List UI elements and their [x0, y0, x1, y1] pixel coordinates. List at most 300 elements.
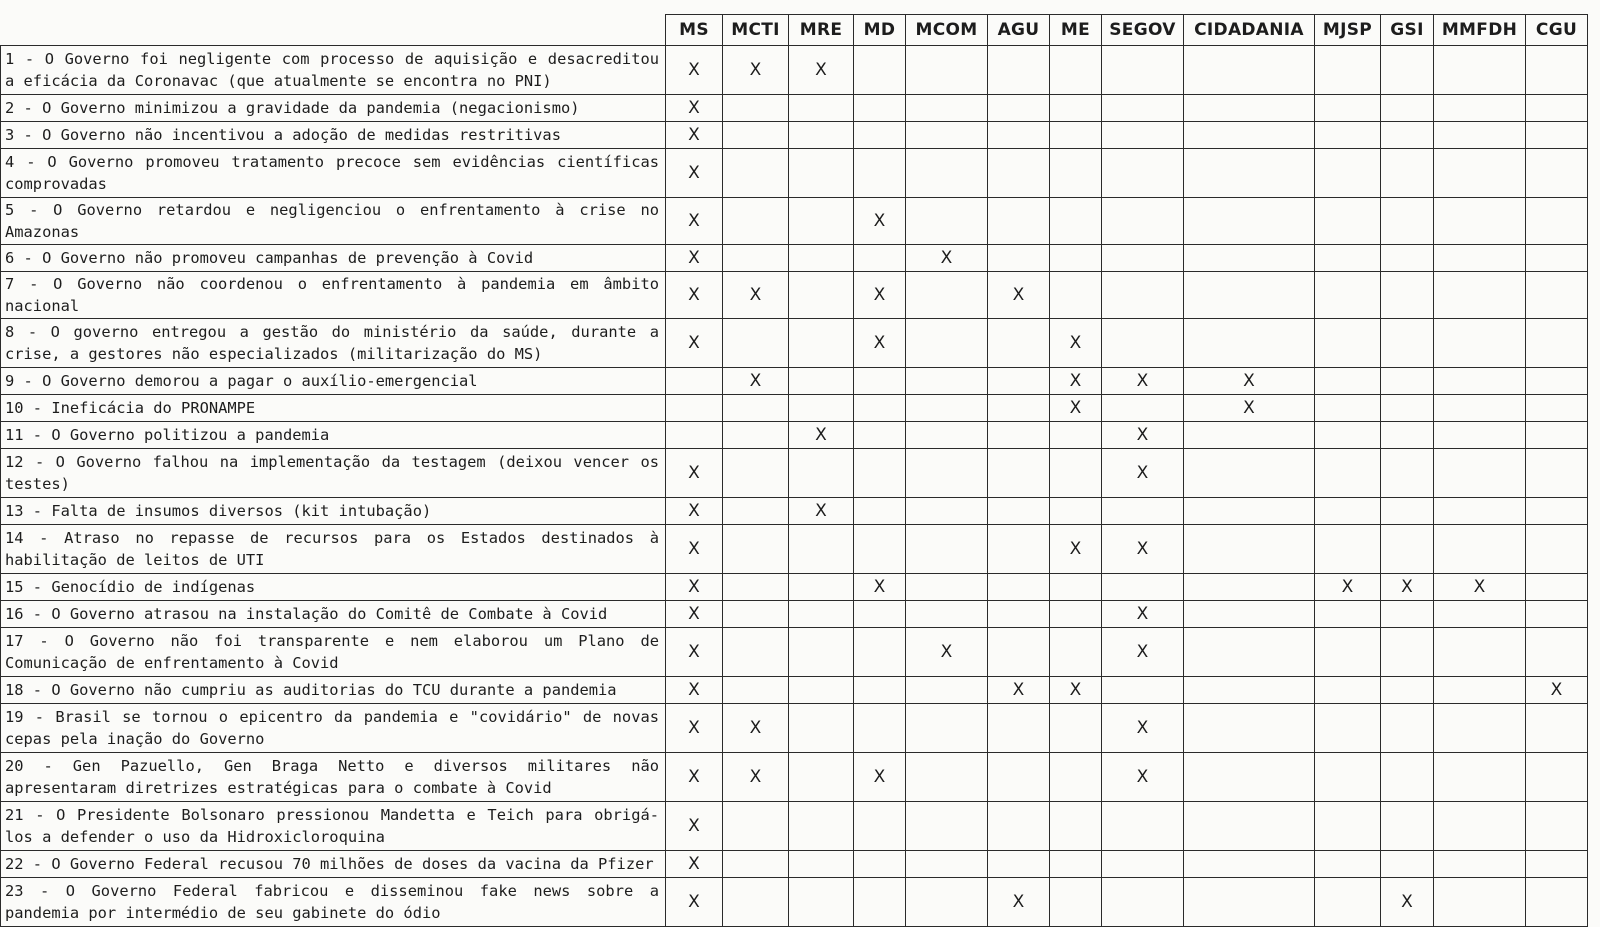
empty-cell	[988, 498, 1050, 525]
empty-cell	[854, 802, 906, 851]
empty-cell	[1102, 498, 1184, 525]
empty-cell	[1526, 601, 1588, 628]
empty-cell	[1381, 368, 1434, 395]
mark-cell-ms: X	[666, 245, 723, 272]
row-description: 17 - O Governo não foi transparente e nem elaborou um Plano de Comunicação de enfrentamento à Covid	[1, 628, 666, 677]
empty-cell	[1184, 601, 1315, 628]
empty-cell	[1434, 149, 1526, 198]
mark-cell-mcom: X	[906, 245, 988, 272]
row-description: 8 - O governo entregou a gestão do ministério da saúde, durante a crise, a gestores não especializados (militarização do MS)	[1, 319, 666, 368]
empty-cell	[988, 95, 1050, 122]
empty-cell	[1315, 122, 1381, 149]
mark-cell-mre: X	[789, 46, 854, 95]
mark-cell-ms: X	[666, 704, 723, 753]
empty-cell	[906, 449, 988, 498]
empty-cell	[1526, 395, 1588, 422]
mark-cell-segov: X	[1102, 368, 1184, 395]
empty-cell	[906, 802, 988, 851]
empty-cell	[1315, 601, 1381, 628]
empty-cell	[906, 198, 988, 245]
empty-cell	[1050, 272, 1102, 319]
empty-cell	[1050, 422, 1102, 449]
empty-cell	[906, 272, 988, 319]
empty-cell	[1434, 878, 1526, 927]
empty-cell	[1050, 498, 1102, 525]
empty-cell	[988, 46, 1050, 95]
row-description: 21 - O Presidente Bolsonaro pressionou Mandetta e Teich para obrigá-los a defender o uso da Hidroxicloroquina	[1, 802, 666, 851]
mark-cell-ms: X	[666, 574, 723, 601]
empty-cell	[906, 95, 988, 122]
empty-cell	[988, 245, 1050, 272]
empty-cell	[789, 198, 854, 245]
column-header-cgu: CGU	[1526, 15, 1588, 46]
table-row	[1, 878, 1588, 927]
empty-cell	[1102, 198, 1184, 245]
empty-cell	[789, 878, 854, 927]
empty-cell	[1050, 149, 1102, 198]
empty-cell	[1526, 704, 1588, 753]
empty-cell	[1184, 422, 1315, 449]
empty-cell	[1381, 677, 1434, 704]
empty-cell	[1050, 574, 1102, 601]
empty-cell	[906, 422, 988, 449]
table-row	[1, 628, 1588, 677]
empty-cell	[723, 198, 789, 245]
empty-cell	[1434, 449, 1526, 498]
empty-cell	[1184, 878, 1315, 927]
empty-cell	[1184, 272, 1315, 319]
empty-cell	[1526, 525, 1588, 574]
empty-cell	[1184, 677, 1315, 704]
empty-cell	[666, 422, 723, 449]
empty-cell	[906, 851, 988, 878]
mark-cell-segov: X	[1102, 422, 1184, 449]
empty-cell	[1526, 753, 1588, 802]
empty-cell	[1315, 319, 1381, 368]
empty-cell	[1434, 46, 1526, 95]
empty-cell	[1381, 46, 1434, 95]
column-header-ms: MS	[666, 15, 723, 46]
header-row	[1, 15, 1588, 46]
mark-cell-ms: X	[666, 601, 723, 628]
empty-cell	[988, 368, 1050, 395]
row-description: 1 - O Governo foi negligente com processo de aquisição e desacreditou a eficácia da Coronavac (que atualmente se encontra no PNI)	[1, 46, 666, 95]
empty-cell	[988, 449, 1050, 498]
empty-cell	[723, 628, 789, 677]
empty-cell	[1381, 498, 1434, 525]
empty-cell	[1526, 245, 1588, 272]
empty-cell	[906, 574, 988, 601]
empty-cell	[1526, 198, 1588, 245]
empty-cell	[789, 677, 854, 704]
empty-cell	[1381, 122, 1434, 149]
empty-cell	[723, 601, 789, 628]
column-header-agu: AGU	[988, 15, 1050, 46]
empty-cell	[723, 319, 789, 368]
empty-cell	[1434, 122, 1526, 149]
empty-cell	[1050, 122, 1102, 149]
row-description: 14 - Atraso no repasse de recursos para os Estados destinados à habilitação de leitos de UTI	[1, 525, 666, 574]
empty-cell	[988, 198, 1050, 245]
empty-cell	[1315, 95, 1381, 122]
empty-cell	[723, 498, 789, 525]
empty-cell	[789, 368, 854, 395]
mark-cell-segov: X	[1102, 525, 1184, 574]
table-body	[1, 46, 1588, 927]
empty-cell	[1526, 802, 1588, 851]
empty-cell	[1381, 704, 1434, 753]
column-header-mmfdh: MMFDH	[1434, 15, 1526, 46]
row-description: 6 - O Governo não promoveu campanhas de prevenção à Covid	[1, 245, 666, 272]
row-description: 11 - O Governo politizou a pandemia	[1, 422, 666, 449]
empty-cell	[1526, 574, 1588, 601]
empty-cell	[1526, 628, 1588, 677]
empty-cell	[1381, 245, 1434, 272]
empty-cell	[1381, 628, 1434, 677]
empty-cell	[988, 395, 1050, 422]
empty-cell	[1050, 449, 1102, 498]
mark-cell-segov: X	[1102, 628, 1184, 677]
empty-cell	[789, 601, 854, 628]
empty-cell	[1434, 851, 1526, 878]
responsibility-matrix-table	[0, 14, 1588, 927]
empty-cell	[1315, 498, 1381, 525]
empty-cell	[906, 677, 988, 704]
empty-cell	[723, 395, 789, 422]
empty-cell	[1315, 245, 1381, 272]
row-description: 5 - O Governo retardou e negligenciou o enfrentamento à crise no Amazonas	[1, 198, 666, 245]
column-header-mre: MRE	[789, 15, 854, 46]
empty-cell	[1381, 802, 1434, 851]
empty-cell	[1102, 677, 1184, 704]
empty-cell	[789, 319, 854, 368]
mark-cell-cgu: X	[1526, 677, 1588, 704]
empty-cell	[1526, 422, 1588, 449]
mark-cell-segov: X	[1102, 601, 1184, 628]
empty-cell	[988, 704, 1050, 753]
empty-cell	[789, 395, 854, 422]
empty-cell	[988, 525, 1050, 574]
empty-cell	[1434, 601, 1526, 628]
empty-cell	[789, 272, 854, 319]
empty-cell	[1102, 272, 1184, 319]
table-row	[1, 601, 1588, 628]
empty-cell	[789, 753, 854, 802]
table-row	[1, 422, 1588, 449]
empty-cell	[789, 525, 854, 574]
empty-cell	[988, 574, 1050, 601]
empty-cell	[1184, 851, 1315, 878]
table-row	[1, 677, 1588, 704]
empty-cell	[789, 449, 854, 498]
table-row	[1, 245, 1588, 272]
empty-cell	[1381, 601, 1434, 628]
mark-cell-mcti: X	[723, 272, 789, 319]
empty-cell	[1050, 753, 1102, 802]
empty-cell	[1434, 677, 1526, 704]
empty-cell	[1184, 149, 1315, 198]
empty-cell	[1184, 574, 1315, 601]
empty-cell	[1184, 449, 1315, 498]
empty-cell	[1050, 95, 1102, 122]
mark-cell-ms: X	[666, 878, 723, 927]
row-description: 9 - O Governo demorou a pagar o auxílio-emergencial	[1, 368, 666, 395]
empty-cell	[1434, 319, 1526, 368]
table-row	[1, 198, 1588, 245]
empty-cell	[1102, 574, 1184, 601]
empty-cell	[1381, 95, 1434, 122]
empty-cell	[988, 319, 1050, 368]
mark-cell-me: X	[1050, 525, 1102, 574]
empty-cell	[1050, 46, 1102, 95]
table-row	[1, 395, 1588, 422]
empty-cell	[1184, 198, 1315, 245]
empty-cell	[1315, 149, 1381, 198]
empty-cell	[1102, 319, 1184, 368]
empty-cell	[789, 574, 854, 601]
table-row	[1, 46, 1588, 95]
empty-cell	[906, 122, 988, 149]
mark-cell-mre: X	[789, 422, 854, 449]
empty-cell	[988, 422, 1050, 449]
mark-cell-agu: X	[988, 878, 1050, 927]
empty-cell	[1381, 272, 1434, 319]
empty-cell	[1184, 319, 1315, 368]
mark-cell-ms: X	[666, 198, 723, 245]
empty-cell	[1102, 46, 1184, 95]
mark-cell-mjsp: X	[1315, 574, 1381, 601]
empty-cell	[854, 122, 906, 149]
mark-cell-mcti: X	[723, 46, 789, 95]
empty-cell	[1315, 368, 1381, 395]
empty-cell	[723, 95, 789, 122]
empty-cell	[1050, 601, 1102, 628]
empty-cell	[723, 677, 789, 704]
row-description: 12 - O Governo falhou na implementação da testagem (deixou vencer os testes)	[1, 449, 666, 498]
empty-cell	[1526, 95, 1588, 122]
empty-cell	[1381, 851, 1434, 878]
empty-cell	[1050, 198, 1102, 245]
mark-cell-cidadania: X	[1184, 395, 1315, 422]
empty-cell	[854, 878, 906, 927]
empty-cell	[1050, 245, 1102, 272]
empty-cell	[1315, 395, 1381, 422]
table-row	[1, 95, 1588, 122]
mark-cell-md: X	[854, 753, 906, 802]
empty-cell	[1381, 319, 1434, 368]
empty-cell	[854, 851, 906, 878]
empty-cell	[1434, 422, 1526, 449]
empty-cell	[1381, 395, 1434, 422]
empty-cell	[906, 878, 988, 927]
empty-cell	[1315, 272, 1381, 319]
table-row	[1, 319, 1588, 368]
empty-cell	[1315, 422, 1381, 449]
table-row	[1, 272, 1588, 319]
empty-cell	[723, 851, 789, 878]
row-description: 2 - O Governo minimizou a gravidade da pandemia (negacionismo)	[1, 95, 666, 122]
empty-cell	[666, 395, 723, 422]
empty-cell	[1050, 628, 1102, 677]
mark-cell-segov: X	[1102, 753, 1184, 802]
table-row	[1, 449, 1588, 498]
empty-cell	[1434, 198, 1526, 245]
mark-cell-ms: X	[666, 272, 723, 319]
empty-cell	[1526, 46, 1588, 95]
empty-cell	[723, 802, 789, 851]
empty-cell	[666, 368, 723, 395]
empty-cell	[988, 851, 1050, 878]
empty-cell	[988, 628, 1050, 677]
mark-cell-ms: X	[666, 498, 723, 525]
empty-cell	[906, 395, 988, 422]
mark-cell-ms: X	[666, 149, 723, 198]
empty-cell	[789, 95, 854, 122]
row-description: 22 - O Governo Federal recusou 70 milhões de doses da vacina da Pfizer	[1, 851, 666, 878]
empty-cell	[723, 245, 789, 272]
table-row	[1, 574, 1588, 601]
empty-cell	[1315, 851, 1381, 878]
empty-cell	[723, 878, 789, 927]
mark-cell-ms: X	[666, 319, 723, 368]
empty-cell	[1381, 525, 1434, 574]
empty-cell	[1381, 149, 1434, 198]
row-description: 18 - O Governo não cumpriu as auditorias do TCU durante a pandemia	[1, 677, 666, 704]
table-row	[1, 525, 1588, 574]
column-header-me: ME	[1050, 15, 1102, 46]
empty-cell	[1315, 677, 1381, 704]
mark-cell-gsi: X	[1381, 878, 1434, 927]
empty-cell	[854, 422, 906, 449]
column-header-mcom: MCOM	[906, 15, 988, 46]
column-header-mjsp: MJSP	[1315, 15, 1381, 46]
empty-cell	[854, 498, 906, 525]
table-row	[1, 802, 1588, 851]
empty-cell	[1050, 851, 1102, 878]
empty-cell	[1184, 802, 1315, 851]
mark-cell-mmfdh: X	[1434, 574, 1526, 601]
empty-cell	[1050, 878, 1102, 927]
mark-cell-me: X	[1050, 677, 1102, 704]
row-description: 4 - O Governo promoveu tratamento precoce sem evidências científicas comprovadas	[1, 149, 666, 198]
empty-cell	[1526, 272, 1588, 319]
mark-cell-md: X	[854, 198, 906, 245]
empty-cell	[789, 149, 854, 198]
table-row	[1, 122, 1588, 149]
empty-cell	[854, 449, 906, 498]
column-header-mcti: MCTI	[723, 15, 789, 46]
mark-cell-ms: X	[666, 802, 723, 851]
empty-cell	[1184, 628, 1315, 677]
column-header-md: MD	[854, 15, 906, 46]
mark-cell-ms: X	[666, 628, 723, 677]
mark-cell-ms: X	[666, 677, 723, 704]
empty-cell	[1434, 753, 1526, 802]
mark-cell-segov: X	[1102, 449, 1184, 498]
empty-cell	[854, 149, 906, 198]
row-description: 20 - Gen Pazuello, Gen Braga Netto e diversos militares não apresentaram diretrizes estratégicas para o combate à Covid	[1, 753, 666, 802]
empty-cell	[988, 601, 1050, 628]
mark-cell-md: X	[854, 272, 906, 319]
empty-cell	[1102, 122, 1184, 149]
empty-cell	[1526, 498, 1588, 525]
mark-cell-cidadania: X	[1184, 368, 1315, 395]
empty-cell	[789, 704, 854, 753]
mark-cell-mcom: X	[906, 628, 988, 677]
empty-cell	[906, 704, 988, 753]
mark-cell-mre: X	[789, 498, 854, 525]
table-row	[1, 753, 1588, 802]
empty-cell	[1434, 498, 1526, 525]
empty-cell	[906, 498, 988, 525]
mark-cell-ms: X	[666, 122, 723, 149]
empty-cell	[1184, 245, 1315, 272]
empty-cell	[906, 368, 988, 395]
empty-cell	[1434, 395, 1526, 422]
empty-cell	[789, 851, 854, 878]
empty-cell	[906, 319, 988, 368]
mark-cell-ms: X	[666, 46, 723, 95]
empty-cell	[1434, 272, 1526, 319]
empty-cell	[1184, 525, 1315, 574]
table-row	[1, 704, 1588, 753]
empty-cell	[854, 245, 906, 272]
empty-cell	[1102, 95, 1184, 122]
column-header-gsi: GSI	[1381, 15, 1434, 46]
row-description: 13 - Falta de insumos diversos (kit intubação)	[1, 498, 666, 525]
empty-cell	[854, 601, 906, 628]
empty-cell	[1102, 149, 1184, 198]
empty-cell	[1184, 122, 1315, 149]
empty-cell	[1315, 198, 1381, 245]
empty-cell	[988, 753, 1050, 802]
empty-cell	[1526, 878, 1588, 927]
empty-cell	[789, 802, 854, 851]
empty-cell	[1184, 46, 1315, 95]
mark-cell-segov: X	[1102, 704, 1184, 753]
empty-cell	[1526, 851, 1588, 878]
empty-cell	[723, 449, 789, 498]
empty-cell	[1526, 319, 1588, 368]
mark-cell-md: X	[854, 574, 906, 601]
mark-cell-gsi: X	[1381, 574, 1434, 601]
empty-cell	[1184, 498, 1315, 525]
empty-cell	[723, 574, 789, 601]
empty-cell	[906, 46, 988, 95]
empty-cell	[789, 628, 854, 677]
row-description: 19 - Brasil se tornou o epicentro da pandemia e "covidário" de novas cepas pela inação do Governo	[1, 704, 666, 753]
empty-cell	[854, 677, 906, 704]
empty-cell	[1102, 802, 1184, 851]
empty-cell	[854, 46, 906, 95]
empty-cell	[1434, 628, 1526, 677]
empty-cell	[1102, 395, 1184, 422]
empty-cell	[1315, 802, 1381, 851]
empty-cell	[723, 525, 789, 574]
mark-cell-mcti: X	[723, 704, 789, 753]
empty-cell	[988, 149, 1050, 198]
mark-cell-ms: X	[666, 449, 723, 498]
column-header-segov: SEGOV	[1102, 15, 1184, 46]
row-description: 15 - Genocídio de indígenas	[1, 574, 666, 601]
empty-cell	[854, 704, 906, 753]
empty-cell	[1184, 753, 1315, 802]
empty-cell	[1102, 878, 1184, 927]
table-row	[1, 851, 1588, 878]
mark-cell-me: X	[1050, 319, 1102, 368]
empty-cell	[1102, 245, 1184, 272]
empty-cell	[1381, 198, 1434, 245]
